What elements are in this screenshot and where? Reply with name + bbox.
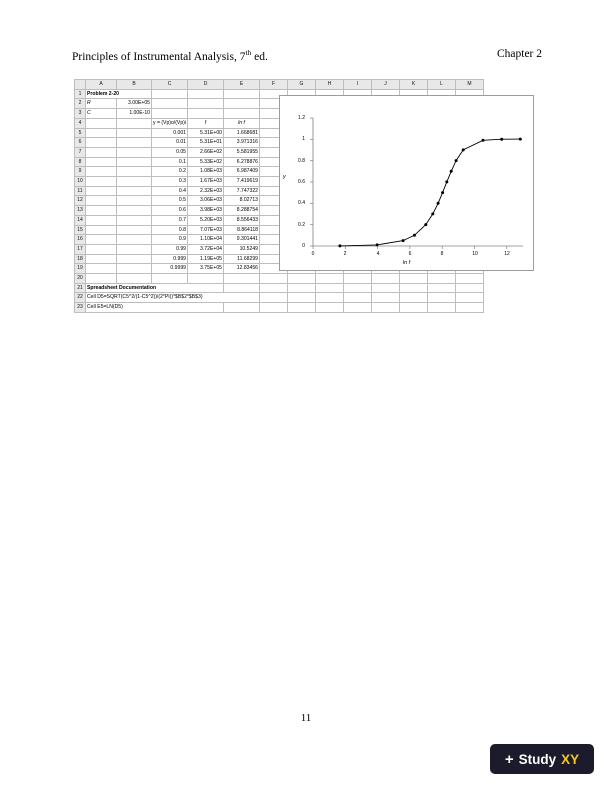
cell-l[interactable] xyxy=(428,274,456,284)
cell-b[interactable] xyxy=(117,147,152,157)
cell-e4[interactable]: ln f xyxy=(224,118,260,128)
cell-d[interactable]: 5.33E+02 xyxy=(188,157,224,167)
cell-e[interactable]: 8.556433 xyxy=(224,215,260,225)
cell-e[interactable]: 7.747322 xyxy=(224,186,260,196)
cell-e[interactable]: 10.5249 xyxy=(224,244,260,254)
cell-d[interactable]: 3.75E+05 xyxy=(188,264,224,274)
cell-d[interactable]: 1.19E+05 xyxy=(188,254,224,264)
cell-d[interactable]: 5.31E+00 xyxy=(188,128,224,138)
cell-f22[interactable] xyxy=(260,293,288,303)
cell-c4[interactable]: y = (Vp)o/(Vp)i xyxy=(152,118,188,128)
cell-m[interactable] xyxy=(456,274,484,284)
cell-c[interactable]: 0.5 xyxy=(152,196,188,206)
y-tick-label: 0 xyxy=(302,243,305,249)
y-tick-label: 1 xyxy=(302,136,305,142)
cell-e[interactable]: 8.864118 xyxy=(224,225,260,235)
cell-e[interactable]: 11.68299 xyxy=(224,254,260,264)
cell-k23[interactable] xyxy=(400,303,428,313)
cell-d[interactable]: 1.67E+03 xyxy=(188,177,224,187)
cell-j[interactable] xyxy=(372,274,400,284)
row-header[interactable]: 7 xyxy=(75,147,86,157)
x-tick-label: 2 xyxy=(343,251,347,257)
cell-b[interactable] xyxy=(117,196,152,206)
cell-f23[interactable] xyxy=(260,303,288,313)
row-header[interactable]: 17 xyxy=(75,244,86,254)
column-header-g[interactable]: G xyxy=(288,80,316,90)
cell-e[interactable]: 9.301441 xyxy=(224,235,260,245)
cell-a[interactable] xyxy=(86,215,117,225)
cell-c[interactable]: 0.8 xyxy=(152,225,188,235)
cell-b[interactable] xyxy=(117,186,152,196)
y-tick-label: 0.2 xyxy=(298,222,305,228)
cell-c1[interactable] xyxy=(152,89,188,99)
cell-c[interactable]: 0.3 xyxy=(152,177,188,187)
cell-b[interactable] xyxy=(117,264,152,274)
cell-g22[interactable] xyxy=(288,293,316,303)
cell-a[interactable] xyxy=(86,254,117,264)
cell-e[interactable]: 7.419619 xyxy=(224,177,260,187)
cell-b[interactable] xyxy=(117,215,152,225)
cell-a2[interactable]: R xyxy=(86,99,117,109)
brand-study: Study xyxy=(518,751,557,767)
cell-e[interactable]: 3.971316 xyxy=(224,138,260,148)
row-header[interactable]: 10 xyxy=(75,177,86,187)
table-row xyxy=(75,293,484,303)
column-header-c[interactable]: C xyxy=(152,80,188,90)
cell-g23[interactable] xyxy=(288,303,316,313)
running-header xyxy=(72,48,542,63)
cell-b3[interactable]: 1.00E-10 xyxy=(117,109,152,119)
cell-a[interactable] xyxy=(86,138,117,148)
column-header-l[interactable]: L xyxy=(428,80,456,90)
header-title: Principles of Instrumental Analysis, 7th ed. xyxy=(72,48,268,63)
cell-a[interactable] xyxy=(86,128,117,138)
table-row xyxy=(75,303,484,313)
cell-b[interactable] xyxy=(117,177,152,187)
cell-i22[interactable] xyxy=(344,293,372,303)
column-header-i[interactable]: I xyxy=(344,80,372,90)
x-tick-label: 12 xyxy=(504,251,510,257)
cell-i[interactable] xyxy=(344,274,372,284)
cell-e[interactable]: 8.02713 xyxy=(224,196,260,206)
row-header[interactable]: 13 xyxy=(75,206,86,216)
cell-d[interactable]: 5.31E+01 xyxy=(188,138,224,148)
cell-d[interactable]: 7.07E+03 xyxy=(188,225,224,235)
cell-b[interactable] xyxy=(117,235,152,245)
cell-k21[interactable] xyxy=(400,283,428,293)
cell-h23[interactable] xyxy=(316,303,344,313)
cell-d4[interactable]: f xyxy=(188,118,224,128)
cell-e[interactable] xyxy=(224,274,260,284)
x-tick-label: 8 xyxy=(440,251,444,257)
spreadsheet-column-headers xyxy=(75,80,484,90)
cell-b[interactable] xyxy=(117,254,152,264)
cell-b4[interactable] xyxy=(117,118,152,128)
column-header-a[interactable]: A xyxy=(86,80,117,90)
cell-e[interactable]: 5.581955 xyxy=(224,147,260,157)
cell-c[interactable]: 0.1 xyxy=(152,157,188,167)
cell-d[interactable]: 2.66E+02 xyxy=(188,147,224,157)
cell-d3[interactable] xyxy=(188,109,224,119)
row-header[interactable]: 22 xyxy=(75,293,86,303)
cell-a[interactable] xyxy=(86,235,117,245)
cell-a[interactable] xyxy=(86,186,117,196)
cell-k22[interactable] xyxy=(400,293,428,303)
cell-c[interactable] xyxy=(152,274,188,284)
row-header[interactable]: 20 xyxy=(75,274,86,284)
row-header[interactable]: 3 xyxy=(75,109,86,119)
cell-i21[interactable] xyxy=(344,283,372,293)
cell-h21[interactable] xyxy=(316,283,344,293)
cell-b[interactable] xyxy=(117,244,152,254)
cell-l21[interactable] xyxy=(428,283,456,293)
cell-e3[interactable] xyxy=(224,109,260,119)
row-header[interactable]: 15 xyxy=(75,225,86,235)
cell-a[interactable] xyxy=(86,157,117,167)
cell-a[interactable] xyxy=(86,244,117,254)
cell-d1[interactable] xyxy=(188,89,224,99)
row-header[interactable]: 12 xyxy=(75,196,86,206)
row-header[interactable]: 9 xyxy=(75,167,86,177)
embedded-chart[interactable] xyxy=(279,95,534,271)
x-tick-label: 4 xyxy=(376,251,380,257)
cell-e[interactable]: 6.278876 xyxy=(224,157,260,167)
row-header[interactable]: 19 xyxy=(75,264,86,274)
cell-b[interactable] xyxy=(117,138,152,148)
row-header[interactable]: 23 xyxy=(75,303,86,313)
cell-e1[interactable] xyxy=(224,89,260,99)
cell-a[interactable] xyxy=(86,225,117,235)
cell-d[interactable]: 5.20E+03 xyxy=(188,215,224,225)
cell-f[interactable] xyxy=(260,274,288,284)
cell-j22[interactable] xyxy=(372,293,400,303)
chart-series-line xyxy=(340,139,520,246)
cell-m23[interactable] xyxy=(456,303,484,313)
row-header[interactable]: 18 xyxy=(75,254,86,264)
cell-c[interactable]: 0.9 xyxy=(152,235,188,245)
cell-b[interactable] xyxy=(117,225,152,235)
cell-b[interactable] xyxy=(117,157,152,167)
cell-c[interactable]: 0.2 xyxy=(152,167,188,177)
cell-a3[interactable]: C xyxy=(86,109,117,119)
cell-e[interactable]: 8.288754 xyxy=(224,206,260,216)
cell-d[interactable]: 1.10E+04 xyxy=(188,235,224,245)
cell-e21[interactable] xyxy=(224,283,260,293)
column-header-d[interactable]: D xyxy=(188,80,224,90)
studyxy-watermark xyxy=(490,744,594,774)
x-tick-label: 6 xyxy=(408,251,412,257)
cell-a[interactable] xyxy=(86,206,117,216)
cell-d[interactable]: 3.98E+03 xyxy=(188,206,224,216)
row-header[interactable]: 4 xyxy=(75,118,86,128)
cell-a21-documentation-title[interactable]: Spreadsheet Documentation xyxy=(86,283,224,293)
cell-j21[interactable] xyxy=(372,283,400,293)
chart-series-markers xyxy=(338,138,521,248)
column-header-e[interactable]: E xyxy=(224,80,260,90)
cell-e2[interactable] xyxy=(224,99,260,109)
column-header-b[interactable]: B xyxy=(117,80,152,90)
row-header[interactable]: 21 xyxy=(75,283,86,293)
cell-a[interactable] xyxy=(86,177,117,187)
cell-j23[interactable] xyxy=(372,303,400,313)
cell-c[interactable]: 0.4 xyxy=(152,186,188,196)
cell-d2[interactable] xyxy=(188,99,224,109)
cell-a4[interactable] xyxy=(86,118,117,128)
column-header-h[interactable]: H xyxy=(316,80,344,90)
row-header[interactable]: 8 xyxy=(75,157,86,167)
cell-c2[interactable] xyxy=(152,99,188,109)
cell-a22-formula-d5[interactable]: Cell D5=SQRT(C5^2/(1-C5^2))/(2*PI()*$B$2*$B$3) xyxy=(86,293,260,303)
cell-c[interactable]: 0.9999 xyxy=(152,264,188,274)
cell-k[interactable] xyxy=(400,274,428,284)
cell-b[interactable] xyxy=(117,206,152,216)
chart-y-axis-label: y xyxy=(283,174,286,180)
column-header-m[interactable]: M xyxy=(456,80,484,90)
cell-g21[interactable] xyxy=(288,283,316,293)
cell-d[interactable]: 3.72E+04 xyxy=(188,244,224,254)
row-header[interactable]: 6 xyxy=(75,138,86,148)
cell-c[interactable]: 0.7 xyxy=(152,215,188,225)
cell-h22[interactable] xyxy=(316,293,344,303)
cell-b[interactable] xyxy=(117,274,152,284)
cell-e[interactable]: 12.83456 xyxy=(224,264,260,274)
cell-b2[interactable]: 3.00E+05 xyxy=(117,99,152,109)
cell-c[interactable]: 0.01 xyxy=(152,138,188,148)
row-header[interactable]: 14 xyxy=(75,215,86,225)
table-row xyxy=(75,283,484,293)
cell-a[interactable] xyxy=(86,274,117,284)
brand-xy: XY xyxy=(561,751,580,767)
cell-g[interactable] xyxy=(288,274,316,284)
row-header[interactable]: 1 xyxy=(75,89,86,99)
cell-l22[interactable] xyxy=(428,293,456,303)
cell-a23-formula-e5[interactable]: Cell E5=LN(D5) xyxy=(86,303,224,313)
cell-e[interactable]: 1.668681 xyxy=(224,128,260,138)
page-number: 11 xyxy=(300,712,312,724)
cell-d[interactable] xyxy=(188,274,224,284)
cell-a[interactable] xyxy=(86,196,117,206)
cell-c[interactable]: 0.99 xyxy=(152,244,188,254)
row-header[interactable]: 11 xyxy=(75,186,86,196)
row-header[interactable]: 16 xyxy=(75,235,86,245)
table-row xyxy=(75,274,484,284)
cell-c[interactable]: 0.05 xyxy=(152,147,188,157)
corner-cell[interactable] xyxy=(75,80,86,90)
cell-a1[interactable]: Problem 2-20 xyxy=(86,89,152,99)
cell-i23[interactable] xyxy=(344,303,372,313)
chart-plot-area xyxy=(280,96,533,270)
x-tick-label: 0 xyxy=(311,251,315,257)
header-chapter: Chapter 2 xyxy=(496,48,542,60)
column-header-j[interactable]: J xyxy=(372,80,400,90)
cell-c[interactable]: 0.6 xyxy=(152,206,188,216)
cell-a[interactable] xyxy=(86,167,117,177)
cell-e23[interactable] xyxy=(224,303,260,313)
plus-icon: + xyxy=(504,750,514,768)
cell-f21[interactable] xyxy=(260,283,288,293)
cell-b[interactable] xyxy=(117,128,152,138)
cell-m22[interactable] xyxy=(456,293,484,303)
x-tick-label: 10 xyxy=(472,251,478,257)
column-header-k[interactable]: K xyxy=(400,80,428,90)
y-tick-label: 0.8 xyxy=(298,158,305,164)
cell-m21[interactable] xyxy=(456,283,484,293)
cell-d[interactable]: 1.08E+03 xyxy=(188,167,224,177)
cell-l23[interactable] xyxy=(428,303,456,313)
cell-c[interactable]: 0.999 xyxy=(152,254,188,264)
cell-d[interactable]: 2.32E+03 xyxy=(188,186,224,196)
cell-b[interactable] xyxy=(117,167,152,177)
cell-e[interactable]: 6.987409 xyxy=(224,167,260,177)
cell-a[interactable] xyxy=(86,264,117,274)
row-header[interactable]: 2 xyxy=(75,99,86,109)
row-header[interactable]: 5 xyxy=(75,128,86,138)
column-header-f[interactable]: F xyxy=(260,80,288,90)
y-tick-label: 0.4 xyxy=(298,200,305,206)
cell-c3[interactable] xyxy=(152,109,188,119)
chart-svg xyxy=(280,96,535,272)
y-tick-label: 0.6 xyxy=(298,179,305,185)
cell-c[interactable]: 0.001 xyxy=(152,128,188,138)
cell-d[interactable]: 3.06E+03 xyxy=(188,196,224,206)
cell-h[interactable] xyxy=(316,274,344,284)
chart-x-axis-label: ln f xyxy=(402,260,411,266)
cell-a[interactable] xyxy=(86,147,117,157)
y-tick-label: 1.2 xyxy=(298,115,305,121)
